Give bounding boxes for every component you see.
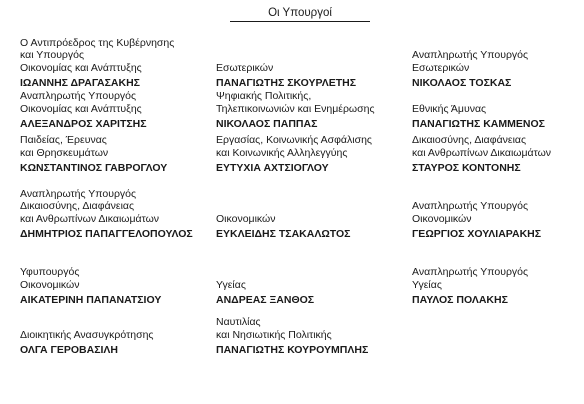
minister-title: Υγείας: [216, 278, 246, 291]
signature-block: [216, 28, 412, 94]
minister-title: Οικονομικών: [216, 212, 276, 225]
minister-title: Αναπληρωτής Υπουργός Οικονομικών: [412, 200, 529, 225]
signature-block: [216, 179, 412, 245]
minister-name: ΝΙΚΟΛΑΟΣ ΠΑΠΠΑΣ: [216, 118, 318, 130]
minister-name: ΕΥΤΥΧΙΑ ΑΧΤΣΙΟΓΛΟΥ: [216, 162, 329, 174]
minister-title: Παιδείας, Έρευνας και Θρησκευμάτων: [20, 134, 109, 159]
minister-name: ΑΙΚΑΤΕΡΙΝΗ ΠΑΠΑΝΑΤΣΙΟΥ: [20, 294, 162, 306]
minister-title: Ο Αντιπρόεδρος της Κυβέρνησης και Υπουργός Οικονομίας και Ανάπτυξης: [20, 36, 175, 74]
minister-name: ΠΑΝΑΓΙΩΤΗΣ ΚΟΥΡΟΥΜΠΛΗΣ: [216, 344, 369, 356]
signature-block: [412, 28, 584, 94]
minister-title: Αναπληρωτής Υπουργός Οικονομίας και Ανάπτυξης: [20, 90, 142, 115]
minister-title: Ναυτιλίας και Νησιωτικής Πολιτικής: [216, 316, 332, 341]
signature-block: [20, 135, 216, 179]
minister-title: Εργασίας, Κοινωνικής Ασφάλισης και Κοινωνικής Αλληλεγγύης: [216, 134, 372, 159]
minister-title: Ψηφιακής Πολιτικής, Τηλεπικοινωνιών και Ενημέρωσης: [216, 90, 375, 115]
minister-title: Αναπληρωτής Υπουργός Υγείας: [412, 266, 529, 291]
signature-block: [20, 90, 216, 135]
minister-name: ΑΝΔΡΕΑΣ ΞΑΝΘΟΣ: [216, 294, 315, 306]
signature-block: [20, 311, 216, 361]
signature-block: [412, 179, 584, 245]
signature-block: [216, 135, 412, 179]
minister-name: ΟΛΓΑ ΓΕΡΟΒΑΣΙΛΗ: [20, 344, 119, 356]
signature-block: [412, 135, 584, 179]
signature-block: [20, 179, 216, 245]
minister-title: Αναπληρωτής Υπουργός Δικαιοσύνης, Διαφάνειας και Ανθρωπίνων Δικαιωμάτων: [20, 187, 160, 225]
signature-block: [20, 245, 216, 311]
minister-title: Διοικητικής Ανασυγκρότησης: [20, 328, 154, 341]
signature-block: [412, 94, 584, 135]
minister-title: Υφυπουργός Οικονομικών: [20, 266, 80, 291]
minister-title: Δικαιοσύνης, Διαφάνειας και Ανθρωπίνων Δικαιωμάτων: [412, 134, 552, 159]
minister-name: ΠΑΝΑΓΙΩΤΗΣ ΣΚΟΥΡΛΕΤΗΣ: [216, 77, 357, 89]
minister-name: ΠΑΝΑΓΙΩΤΗΣ ΚΑΜΜΕΝΟΣ: [412, 118, 545, 130]
minister-title: Αναπληρωτής Υπουργός Εσωτερικών: [412, 49, 529, 74]
minister-name: ΠΑΥΛΟΣ ΠΟΛΑΚΗΣ: [412, 294, 508, 306]
signature-block: [20, 28, 216, 94]
minister-name: ΓΕΩΡΓΙΟΣ ΧΟΥΛΙΑΡΑΚΗΣ: [412, 228, 542, 240]
minister-name: ΔΗΜΗΤΡΙΟΣ ΠΑΠΑΓΓΕΛΟΠΟΥΛΟΣ: [20, 228, 193, 240]
minister-title: Εθνικής Άμυνας: [412, 102, 487, 115]
minister-name: ΝΙΚΟΛΑΟΣ ΤΟΣΚΑΣ: [412, 77, 512, 89]
signature-block: [216, 245, 412, 311]
minister-name: ΑΛΕΞΑΝΔΡΟΣ ΧΑΡΙΤΣΗΣ: [20, 118, 147, 130]
minister-name: ΙΩΑΝΝΗΣ ΔΡΑΓΑΣΑΚΗΣ: [20, 77, 140, 89]
minister-name: ΕΥΚΛΕΙΔΗΣ ΤΣΑΚΑΛΩΤΟΣ: [216, 228, 351, 240]
signature-block: [216, 90, 412, 135]
empty-signature-block: [412, 311, 584, 361]
signature-block: [216, 311, 412, 361]
ministers-signature-grid: [20, 28, 584, 404]
heading-underline: [230, 21, 370, 22]
minister-name: ΣΤΑΥΡΟΣ ΚΟΝΤΟΝΗΣ: [412, 162, 521, 174]
minister-name: ΚΩΝΣΤΑΝΤΙΝΟΣ ΓΑΒΡΟΓΛΟΥ: [20, 162, 168, 174]
document-heading: Οι Υπουργοί: [268, 7, 332, 19]
minister-title: Εσωτερικών: [216, 61, 274, 74]
signature-block: [412, 245, 584, 311]
